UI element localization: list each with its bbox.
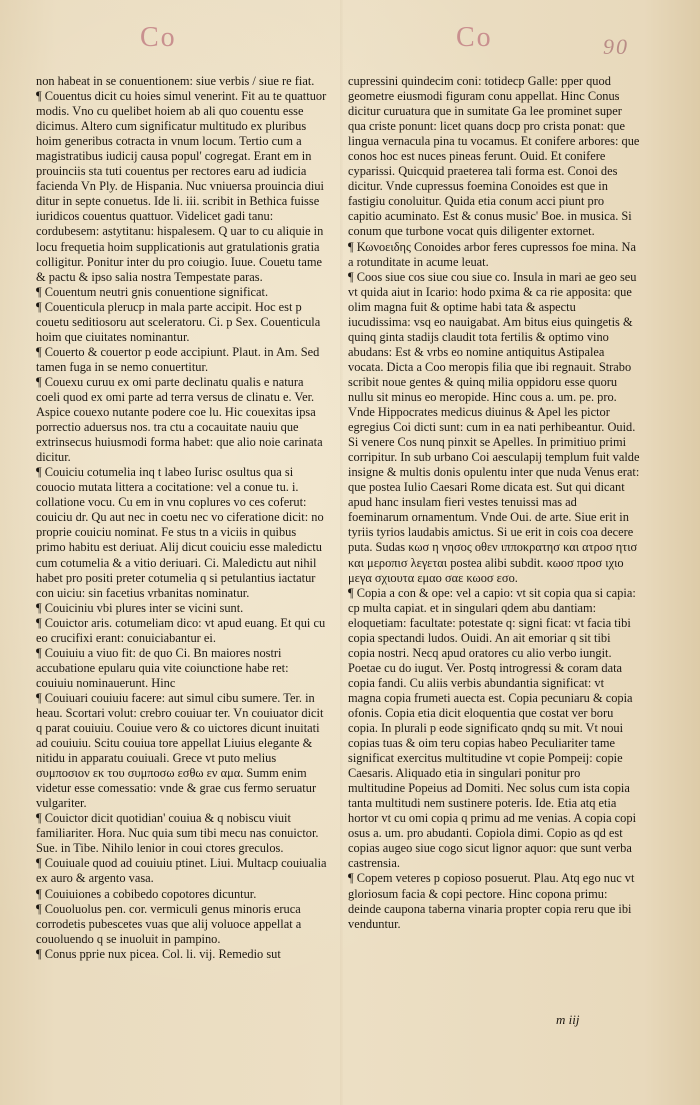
paragraph: ¶ Couiuiu a viuo fit: de quo Ci. Bn maiores nostri accubatione epularu quia vite coiunctione habe ret: couiuiu nominauerunt. Hinc: [36, 645, 289, 690]
paragraph: cupressini quindecim coni: totidecp Galle: pper quod geometre eiusmodi figuram conu appellat. Hinc Conus dicitur curuatura que in sumitate Ga lee prominet super qua criste ponunt: licet quans docp pro crista ponat: que lingua vernacula pina tu vocamus. Et conifere arbores: que conos hoc est nuces pineas ferunt. Ouid. Et conifere cyparissi. Quicquid praeterea tali forma est. Conoi des dicitur. Vnde cupressus foemina Conoides est que in fastigiu conoluitur. Quida etia conum acci piunt pro capitio acuminato. Est & conus music' Boe. in musica. Si conum que turbone vocat quis diligenter extornet.: [348, 74, 640, 239]
paragraph: ¶ Copem veteres p copioso posuerut. Plau. Atq ego nuc vt gloriosum facia & copi pectore. Hinc copona primu: deinde caupona taberna vinaria propter copia reru que ibi venduntur.: [348, 871, 635, 931]
paragraph: ¶ Conus pprie nux picea. Col. li. vij. Remedio sut: [36, 946, 281, 961]
paragraph: ¶ Couiuiones a cobibedo copotores dicuntur.: [36, 886, 257, 901]
paragraph: ¶ Couiciu cotumelia inq t labeo Iurisc osultus qua si couocio mutata littera a cocitatione: vel a conue tu. i. collatione vocu. Cu em in vnu coplures vo ces coferut: couiciu dr. Qu aut nec in coetu nec vo ciferatione dicit: no proprie couiciu nominat. Fe stus tn a viciis in quibus primo habitu est deriuat. Alij dicut couiciu esse maledictu cum cotumelia & a vitio deriuari. Ci. Maledictu aut nihil habet pro positi preter cotumelia q si petulantius iactatur con uiciu: sin facetius vrbanitas nominatur.: [36, 465, 324, 600]
right-text-column: [348, 74, 640, 932]
running-head-left: Co: [140, 22, 177, 53]
paragraph: ¶ Couiuale quod ad couiuiu ptinet. Liui. Multacp couiualia ex auro & argento vasa.: [36, 856, 327, 886]
running-head-right: Co: [456, 22, 493, 53]
paragraph: ¶ Couiuari couiuiu facere: aut simul cibu sumere. Ter. in heau. Scortari volut: crebro couiuar ter. Vn couiuator dicit q parat couiuiu. Couiue vero & co uictores dicunt inuitati ad couiuiu. Scitu couiua tore appellat Liuius elegante & nitidu in apparatu couiuali. Grece vt puto melius συμποσιον εκ του συμποσω εσθω εν αμα. Summ enim videtur esse comessatio: vnde & grae cus fermo seruatur vulgariter.: [36, 690, 324, 811]
paragraph: ¶ Couexu curuu ex omi parte declinatu qualis e natura coeli quod ex omi parte ad terra versus de clinatu e. Ver. Aspice couexo nutante podere coe lu. Hic couexitas ipsa porrectio aduersus nos. tra ctu a cocauitate nauiu que extrinsecus huiusmodi forma habet: que alio noie carinata dicitur.: [36, 374, 323, 465]
signature-mark: m iij: [556, 1012, 580, 1027]
paragraph: ¶ Couentus dicit cu hoies simul venerint. Fit au te quattuor modis. Vno cu quelibet hoiem ab ali quo couentu esse dicimus. Altero cum significatur multitudo ex pluribus hoim generibus cotracta in vnum locum. Tertio cum a magistratibus iudicij causa popul' cogregat. Erant em in prouinciis sta tuti couentus per rectores earu ad iudicia facienda Vn Ply. de Hispania. Nuc vniuersa prouincia diui ditur in septe conuetus. Ide li. iii. scribit in Bethica fuisse iuridicos couentus quattuor. Videlicet gadi tanu: cordubesem: astytitanu: hispalesem. Q uar to cu aliquie in locu frequetia hoim supplicationis aut gratulationis gratia colligitur. Ponitur inter du pro coiugio. Iuue. Couetu tame & pactu & ipso salia nostra Tempestate paras.: [36, 89, 327, 284]
paragraph: ¶ Couiciniu vbi plures inter se vicini sunt.: [36, 600, 244, 615]
paragraph: non habeat in se conuentionem: siue verbis / siue re fiat.: [36, 74, 315, 88]
paragraph: ¶ Couictor dicit quotidian' couiua & q nobiscu viuit familiariter. Hora. Nuc quia sum tibi mecu nas conuictor. Sue. in Tibe. Nihilo lenior in coui ctores greculos.: [36, 811, 319, 856]
paragraph: ¶ Couictor aris. cotumeliam dico: vt apud euang. Et qui cu eo crucifixi erant: conuiciabantur ei.: [36, 615, 326, 645]
paragraph: ¶ Κωνοειδης Conoides arbor feres cupressos foe mina. Na a rotunditate in acume leuat.: [348, 239, 636, 269]
folio-number: 90: [603, 34, 629, 59]
left-text-column: [36, 74, 328, 962]
paragraph: ¶ Couerto & couertor p eode accipiunt. Plaut. in Am. Sed tamen fuga in se nemo conuertitur.: [36, 344, 320, 374]
paragraph: ¶ Coos siue cos siue cou siue co. Insula in mari ae geo seu vt quida aiut in Icario: hodo pxima & ca rie apposita: que olim magna fuit & optime habi tata & aspectu iucudissima: vsq eo nauigabat. Am bitus eius quingetis & quinq ginta stadijs claudit tota fertilis & optimo vino abudans: Est & vrbs eo nomine antiquitus Astipalea vocata. Dicta a Coo meropis filia que ibi regnauit. Strabo scribit noue gentes & quinq milia oppidoru esse quoru nullu sit minus eo meropide. Hinc cous a. um. pe. pro. Vnde Hippocrates medicus diuinus & Apel les pictor egregius Coi dicti sunt: cum in ea nati perhibeantur. Ouid. Si venere Cos nunq pinxit se Apelles. In primitiuo primi corripitur. In sub urbano Coi aesculapij templum fuit valde insigne & multis donis opulentu inter que nuda Venus erat: que postea Iulio Caesari Rome dicata est. Sut qui dicant apud hanc insulam fieri vestes tenuissi mas ad foeminarum ornamentum. Vnde Oui. de arte. Siue erit in tyriis tyrios laudabis amictus. Si ue erit in cois coa decere puta. Sudas κωσ η νησος οθεν ιπποκρατησ και ατροσ ητισ και μεροπισ λεγεται postea alibi subdit. κωοσ προσ ιχιο μεγα σχιουτα εμαο σαε κωοσ εσο.: [348, 269, 640, 585]
paragraph: ¶ Copia a con & ope: vel a capio: vt sit copia qua si capia: cp multa capiat. et in singulari qdem abu dantiam: eloquetiam: facultate: potestate q: signi ficat: vt facia tibi copia spectandi ludos. Ouidi. An ait emoriar q sit tibi copia nostri. Necq apud oratores cu alio verbo iungit. Poetae cu do iugut. Ver. Postq introgressi & coram data copia fandi. Cu aliis verbis abundantia significat: vt magna copia frumeti auecta est. Copia pecuniaru & copia ofonis. Copia etia dicit eloquentia que costat ver boru copia. In plurali p eode significato qndq su mit. Vt noui copias tuas & oim teru copias habeo Peculiariter tame significat exercitus multitudine vt copie Pompeij: copie Caesaris. Aliquado etia in singulari ponitur pro multitudine Popeius ad Domiti. Nec solus cum ista copia tanta multitudi nem sustinere poteris. Ide. Etia atq etia hortor vt cu omi copia q primu ad me venias. A copia copi osus a. um. pro abudanti. Copiola dimi. Copio as qd est copias augeo siue cogo sicut lignor aquor: que sunt verba castrensia.: [348, 585, 637, 871]
paragraph: ¶ Couentum neutri gnis conuentione significat.: [36, 284, 269, 299]
paragraph: ¶ Couoluolus pen. cor. vermiculi genus minoris eruca corrodetis pubescetes vuas que alij voluoce appellat a couoluendo q se inuoluit in pampino.: [36, 901, 302, 946]
paragraph: ¶ Couenticula plerucp in mala parte accipit. Hoc est p couetu seditiosoru aut sceleratoru. Ci. p Sex. Couenticula hoim que ciuitates nominantur.: [36, 299, 321, 344]
